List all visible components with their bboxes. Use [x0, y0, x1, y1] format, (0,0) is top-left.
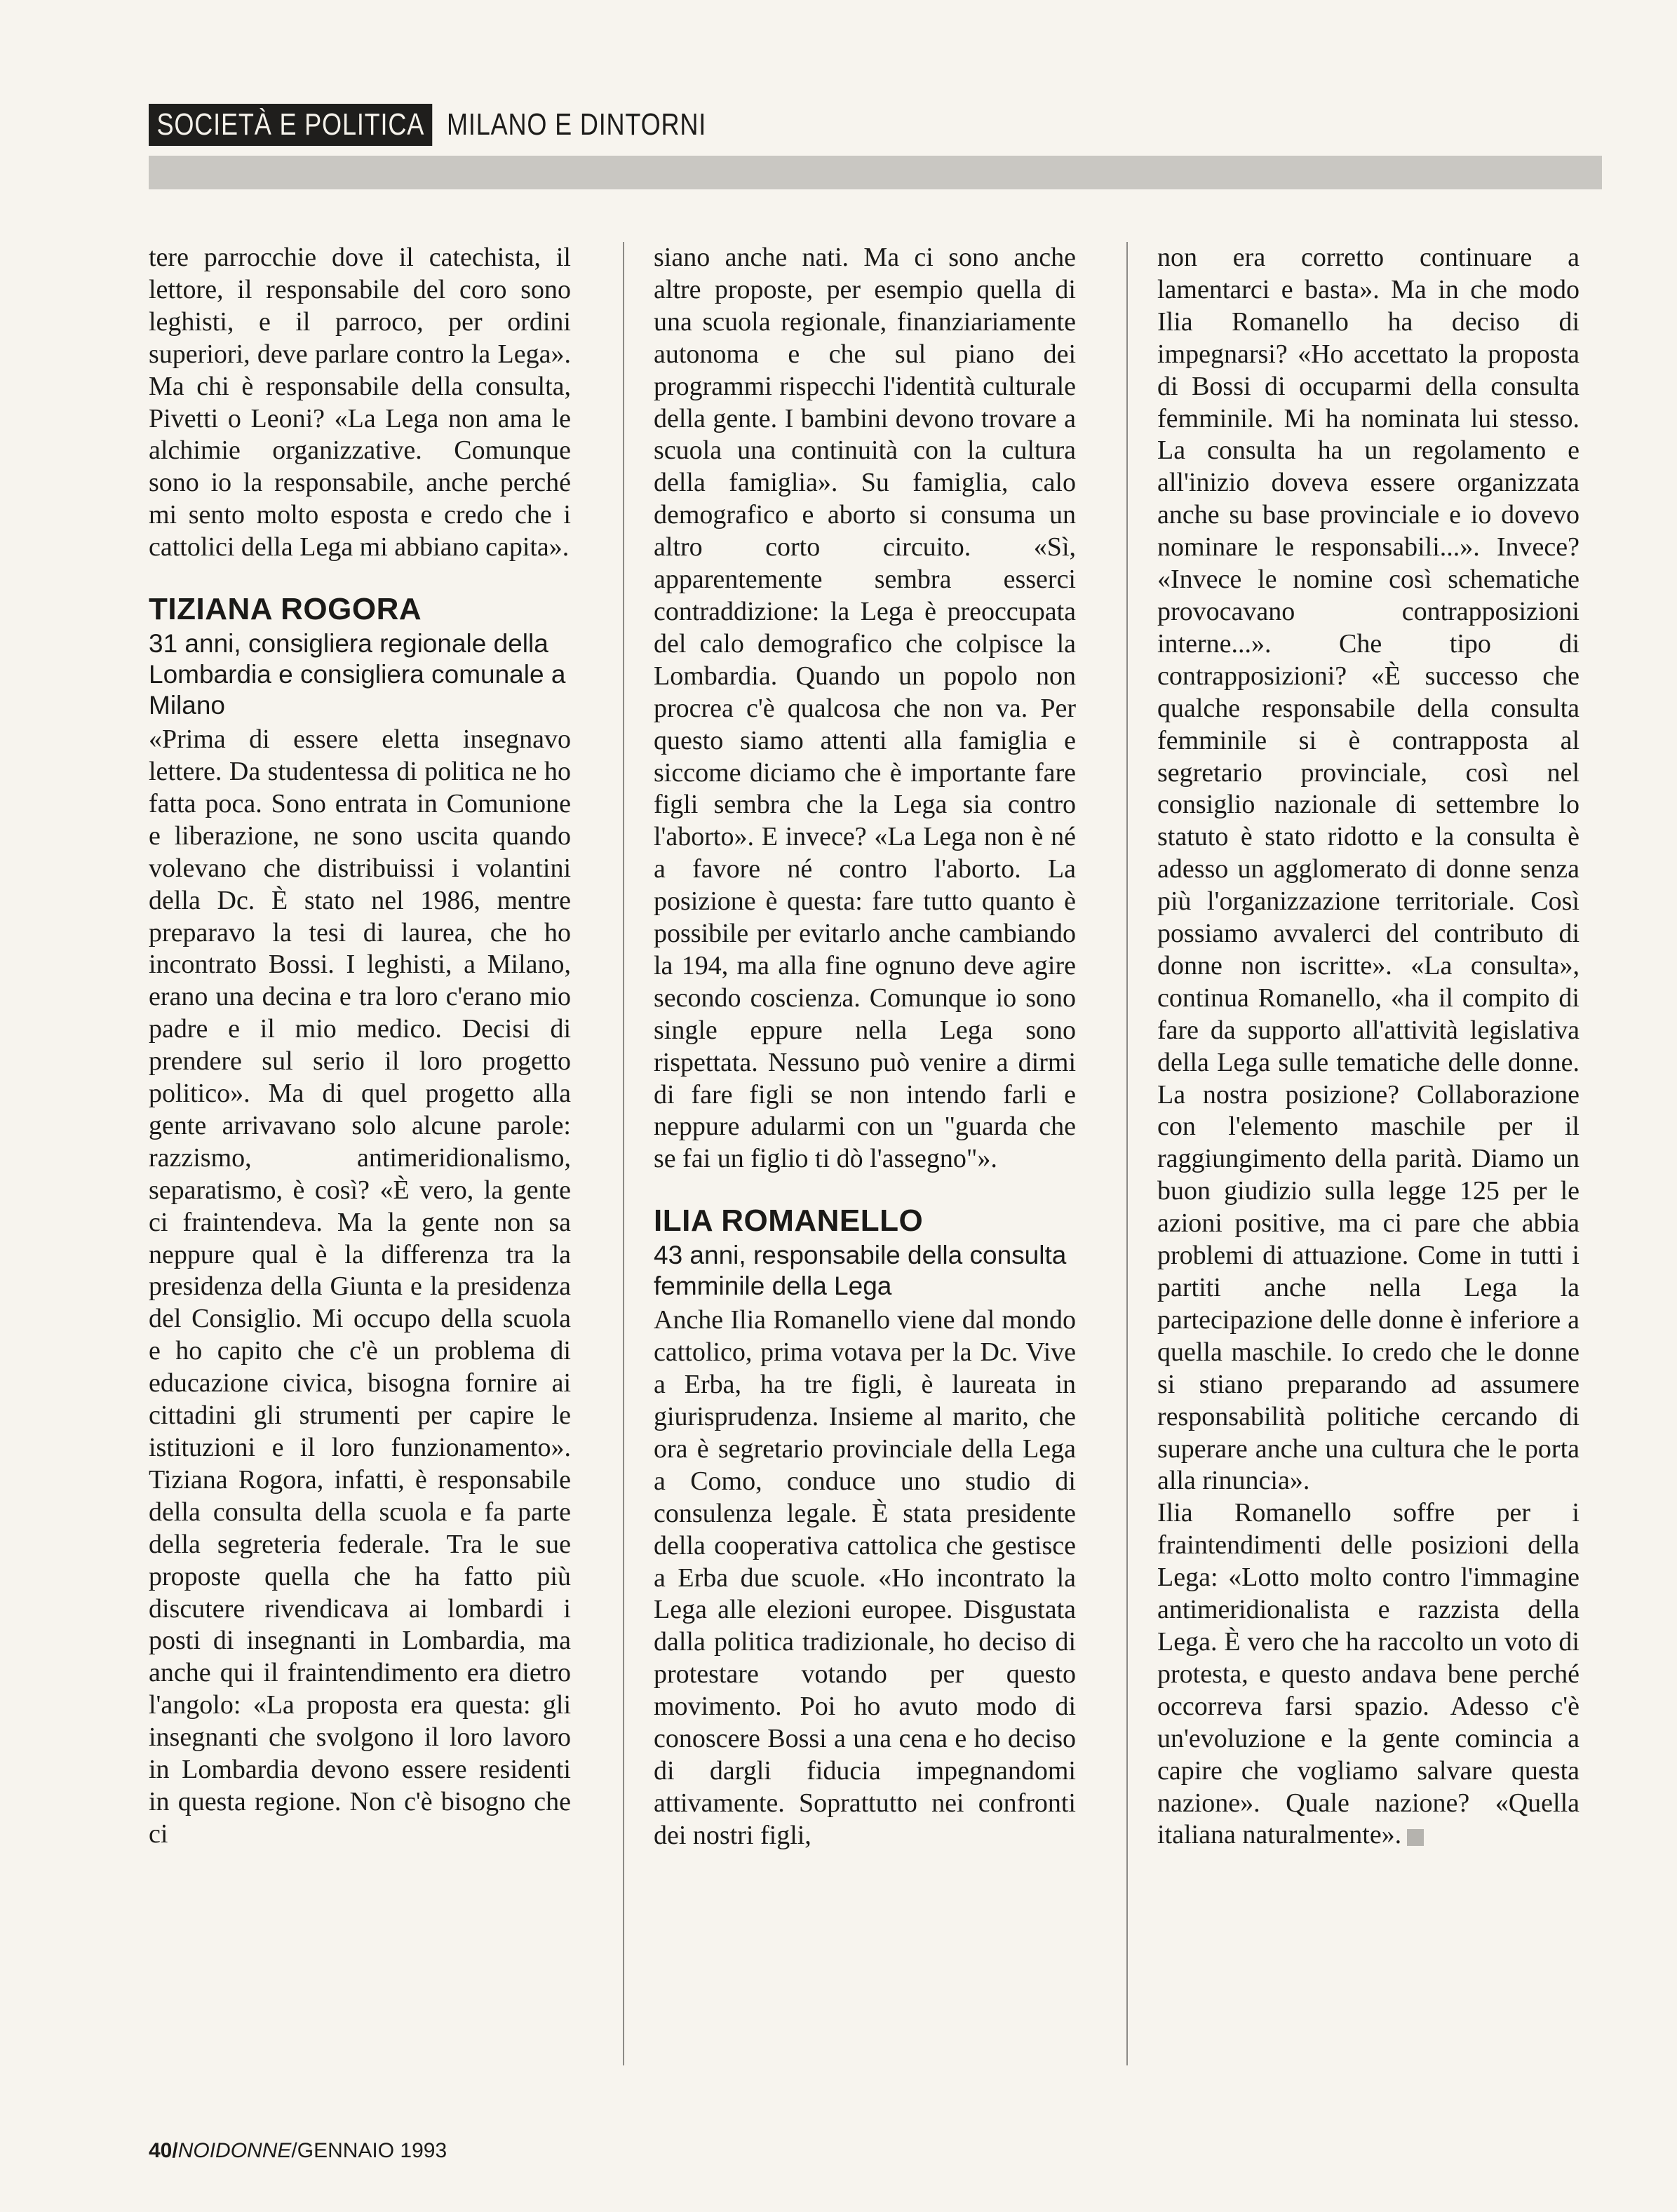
magazine-name: NOIDONNE — [177, 2139, 292, 2162]
interviewee-subtitle: 31 anni, consigliera regionale della Lombardia e consigliera comunale a Milano — [149, 629, 566, 720]
paragraph: non era corretto continuare a lamentarci e basta». Ma in che modo Ilia Romanello ha deciso di impegnarsi? «Ho accettato la proposta di Bossi di occuparmi della consulta femminile. Mi ha nominata lui stesso. La consulta ha un regolamento e all'inizio doveva essere organizzata anche su base provinciale e io dovevo nominare le responsabili...». Invece? «Invece le nomine così schematiche provocavano contrapposizioni interne...». Che tipo di contrapposizioni? «È successo che qualche responsabile della consulta femminile si è contrapposta al segretario provinciale, così nel consiglio nazionale di settembre lo statuto è stato ridotto e la consulta è adesso un agglomerato di donne senza più l'organizzazione territoriale. Così possiamo avvalerci del contributo di donne non iscritte». «La consulta», continua Romanello, «ha il compito di fare da supporto all'attività legislativa della Lega sulle tematiche delle donne. La nostra posizione? Collaborazione con l'elemento maschile per il raggiungimento della parità. Diamo un buon giudizio sulla legge 125 per le azioni positive, ma ci pare che abbia problemi di attuazione. Come in tutti i partiti anche nella Lega la partecipazione delle donne è inferiore a quella maschile. Io credo che le donne si stiano preparando ad assumere responsabilità politiche cercando di superare anche una cultura che le porta alla rinuncia». — [1157, 243, 1580, 1496]
paragraph: Anche Ilia Romanello viene dal mondo cattolico, prima votava per la Dc. Vive a Erba, ha tre figli, è laureata in giurisprudenza. Insieme al marito, che ora è segretario provinciale della Lega a Como, conduce uno studio di consulenza legale. È stata presidente della cooperativa cattolica che gestisce a Erba due scuole. «Ho incontrato la Lega alle elezioni europee. Disgustata dalla politica tradizionale, ho deciso di protestare votando per questo movimento. Poi ho avuto modo di conoscere Bossi a una cena e ho deciso di dargli fiducia impegnandomi attivamente. Soprattutto nei confronti dei nostri figli, — [654, 1305, 1076, 1850]
paragraph: siano anche nati. Ma ci sono anche altre proposte, per esempio quella di una scuola regionale, finanziariamente autonoma e che sul piano dei programmi rispecchi l'identità culturale della gente. I bambini devono trovare a scuola una continuità con la cultura della famiglia». Su famiglia, calo demografico e aborto si consuma un altro corto circuito. «Sì, apparentemente sembra esserci contraddizione: la Lega è preoccupata del calo demografico che colpisce la Lombardia. Quando un popolo non procrea c'è qualcosa che non va. Per questo siamo attenti alla famiglia e siccome diciamo che è importante fare figli sembra che la Lega sia contro l'aborto». E invece? «La Lega non è né a favore né contro l'aborto. La posizione è questa: fare tutto quanto è possibile per evitarlo anche cambiando la 194, ma alla fine ognuno deve agire secondo coscienza. Comunque io sono single eppure nella Lega sono rispettata. Nessuno può venire a dirmi di fare figli se non intendo farli e neppure adularmi con un "guarda che se fai un figlio ti dò l'assegno"». — [654, 243, 1076, 1174]
interviewee-subtitle: 43 anni, responsabile della consulta femminile della Lega — [654, 1241, 1067, 1301]
column-divider — [623, 242, 624, 2065]
paragraph-text: Ilia Romanello soffre per i fraintendimenti delle posizioni della Lega: «Lotto molto contro l'immagine antimeridionalista e razzista della Lega. È vero che ha raccolto un voto di protesta, e questo andava bene perché occorreva farsi spazio. Adesso c'è un'evoluzione e la gente comincia a capire che vogliamo salvare questa nazione». Quale nazione? «Quella italiana naturalmente». — [1157, 1498, 1580, 1850]
column-2 — [654, 242, 1076, 1852]
end-mark-icon — [1407, 1829, 1424, 1846]
interviewee-name: TIZIANA ROGORA — [149, 592, 422, 627]
column-1 — [149, 242, 571, 1851]
paragraph — [1157, 1497, 1580, 1852]
column-divider — [1126, 242, 1128, 2065]
interviewee-name: ILIA ROMANELLO — [654, 1203, 924, 1239]
page-number: 40/ — [149, 2139, 178, 2162]
subsection-label: MILANO E DINTORNI — [447, 107, 707, 142]
paragraph: «Prima di essere eletta insegnavo lettere. Da studentessa di politica ne ho fatta poca. Sono entrata in Comunione e liberazione, ne sono uscita quando volevano che distribuissi i volantini della Dc. È stato nel 1986, mentre preparavo la tesi di laurea, che ho incontrato Bossi. I leghisti, a Milano, erano una decina e tra loro c'erano mio padre e il mio medico. Decisi di prendere sul serio il loro progetto politico». Ma di quel progetto alla gente arrivavano solo alcune parole: razzismo, antimeridionalismo, separatismo, è così? «È vero, la gente ci fraintendeva. Ma la gente non sa neppure qual è la differenza tra la presidenza della Giunta e la presidenza del Consiglio. Mi occupo della scuola e ho capito che c'è un problema di educazione civica, bisogna fornire ai cittadini gli strumenti per capire le istituzioni e il loro funzionamento». Tiziana Rogora, infatti, è responsabile della consulta della scuola e fa parte della segreteria federale. Tra le sue proposte quella che ha fatto più discutere rivendicava ai lombardi i posti di insegnanti in Lombardia, ma anche qui il fraintendimento era dietro l'angolo: «La proposta era questa: gli insegnanti che svolgono il loro lavoro in Lombardia devono essere residenti in questa regione. Non c'è bisogno che ci — [149, 724, 571, 1849]
paragraph: tere parrocchie dove il catechista, il lettore, il responsabile del coro sono leghisti, e il parroco, per ordini superiori, deve parlare contro la Lega». Ma chi è responsabile della consulta, Pivetti o Leoni? «La Lega non ama le alchimie organizzative. Comunque sono io la responsabile, anche perché mi sento molto esposta e credo che i cattolici della Lega mi abbiano capita». — [149, 243, 571, 562]
section-header — [149, 104, 764, 146]
column-3 — [1157, 242, 1580, 1852]
section-label: SOCIETÀ E POLITICA — [149, 104, 433, 146]
page-footer — [149, 2139, 447, 2163]
header-bar — [149, 156, 1602, 189]
issue-date: /GENNAIO 1993 — [291, 2139, 447, 2162]
